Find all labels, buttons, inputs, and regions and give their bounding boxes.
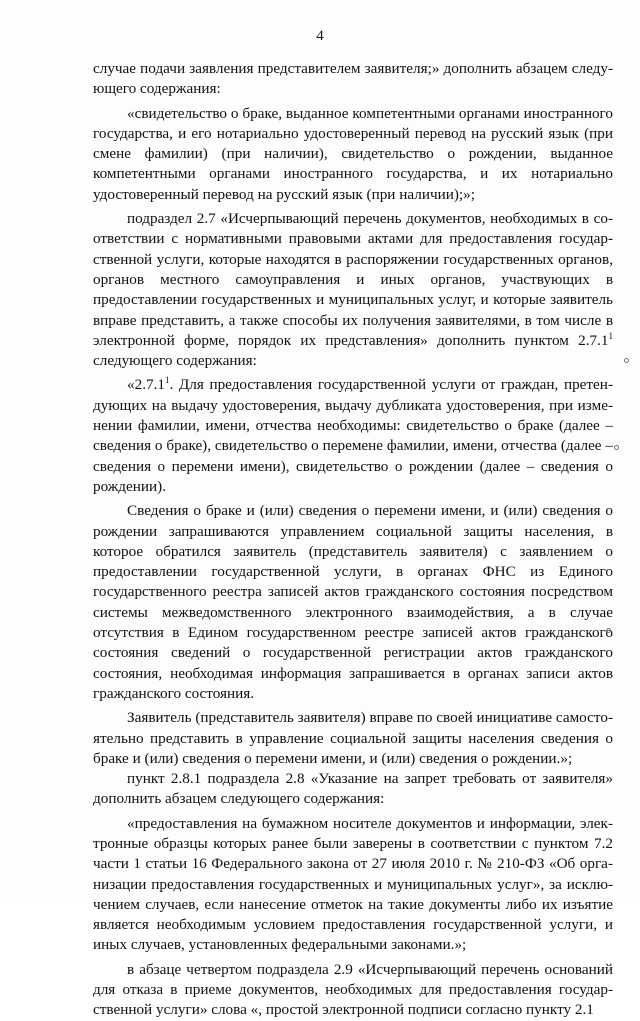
paragraph-subsection-2-9: в абзаце четвертом подраздела 2.9 «Исчерпывающий перечень оснований для отказа в приеме документов, необходимых для предоставления государственной услуги» слова «, простой электронной подписи согласно пункту 2.1	[93, 960, 613, 1019]
paragraph-subsection-2-7	[93, 209, 613, 371]
point-2-7-1-text: . Для предоставления государственной услуги от граждан, претендующих на выдачу удостоверения, выдачу дубликата удостоверения, при изменении фамилии, имени, отчества необходимы: свидетельство о браке (далее – сведения о браке), свидетельство о перемене фамилии, имени, отчества (далее – сведения о перемени имени), свидетельство о рождении (далее – сведения о рождении).	[93, 376, 613, 495]
paragraph-continuation: случае подачи заявления представителем заявителя;» дополнить абзацем следующего содержания:	[93, 60, 613, 98]
subsection-2-7-text: подраздел 2.7 «Исчерпывающий перечень документов, необходимых в соответствии с нормативными правовыми актами для предоставления государственной услуги, которые находятся в распоряжении государственных органов, органов местного самоуправления и иных органов, участвующих в предоставлении государственных и муниципальных услуг, и которые заявитель вправе представить, а также способы их получения заявителями, в том числе в электронной форме, порядок их представления» дополнить пунктом 2.7.1	[93, 210, 613, 349]
subsection-2-7-text-end: следующего содержания:	[93, 352, 257, 370]
scan-speck	[614, 445, 619, 450]
paragraph-information-request: Сведения о браке и (или) сведения о перемени имени, и (или) сведения о рождении запрашиваются управлением социальной защиты населения, в которое обратился заявитель (представитель заявителя) с заявлением о предоставлении государственной услуги, в органах ФНС из Единого государственного реестра записей актов гражданского состояния посредством системы межведомственного электронного взаимодействия, а в случае отсутствия в Едином государственном реестре записей актов гражданского состояния сведений о государственной регистрации актов гражданского состояния, необходимая информация запрашивается в органах записи актов гражданского состояния.	[93, 502, 613, 702]
paragraph-point-2-8-1: пункт 2.8.1 подраздела 2.8 «Указание на запрет требовать от заявителя» дополнить абзацем следующего содержания:	[93, 770, 613, 808]
page-number: 4	[316, 28, 324, 44]
superscript: 1	[164, 375, 170, 386]
point-2-7-1-number: «2.7.1	[127, 376, 165, 394]
paragraph-applicant-right: Заявитель (представитель заявителя) вправе по своей инициативе самостоятельно представить в управление социальной защиты населения сведения о браке и (или) сведения о перемени имени, и (или) сведения о рождении.»;	[93, 709, 613, 767]
paragraph-paper-documents: «предоставления на бумажном носителе документов и информации, электронные образцы которых ранее были заверены в соответствии с пунктом 7.2 части 1 статьи 16 Федерального закона от 27 июля 2010 г. № 210-ФЗ «Об организации предоставления государственных и муниципальных услуг», за исключением случаев, если нанесение отметок на такие документы либо их изъятие является необходимым условием предоставления государственной услуги, и иных случаев, установленных федеральными законами.»;	[93, 814, 613, 954]
paragraph-marriage-certificate: «свидетельство о браке, выданное компетентными органами иностранного государства, и его нотариально удостоверенный перевод на русский язык (при смене фамилии) (при наличии), свидетельство о рождении, выданное компетентными органами иностранного государства, и их нотариально удостоверенный перевод на русский язык (при наличии);»;	[93, 104, 613, 203]
scan-speck	[624, 358, 629, 363]
superscript: 1	[608, 330, 613, 341]
scan-speck	[606, 628, 611, 633]
document-body	[93, 59, 613, 1021]
paragraph-point-2-7-1	[93, 375, 613, 497]
